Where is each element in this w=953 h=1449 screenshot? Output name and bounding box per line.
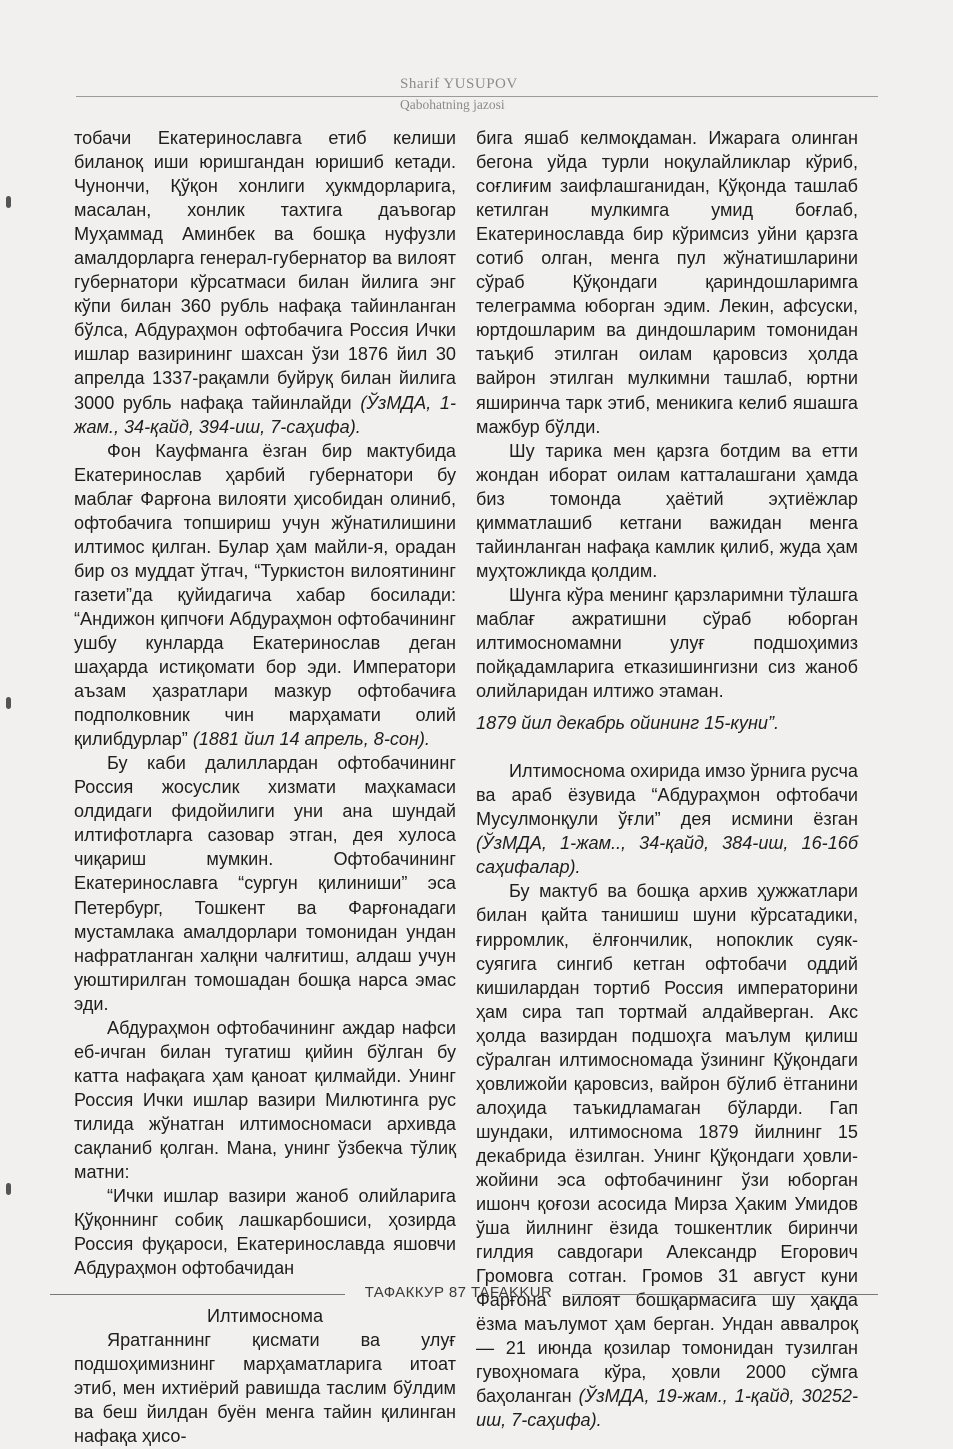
footer-page-label: ТАФАККУР 87 TAFAKKUR — [364, 1284, 553, 1301]
paragraph-spacer — [476, 735, 858, 759]
archive-citation: (ЎзМДА, 1-жам.., 34-қайд, 384-иш, 16-16б саҳифалар). — [476, 833, 858, 878]
body-paragraph — [74, 1184, 456, 1280]
body-paragraph — [74, 439, 456, 752]
body-paragraph — [476, 879, 858, 1432]
section-heading: Илтимоснома — [206, 1306, 324, 1327]
paragraph-text: Шу тарика мен қарзга ботдим ва етти жондан иборат оилам катталашгани ҳамда биз томонда ҳаётий эҳтиёжлар қимматлашиб кетгани важидан менга тайинланган нафақа камлик қилиб, жуда ҳам муҳтожликда қолдим. — [476, 440, 858, 581]
letter-date — [476, 711, 858, 735]
paragraph-text: тобачи Екатеринославга етиб келиши биланоқ иши юришгандан юришиб кетади. Чунончи, Қўқон хонлиги ҳукмдорларига, масалан, хонлик тахтига даъвогар Муҳаммад Аминбек ва бошқа нуфузли амалдорларга генерал-губернатор ва вилоят губернатори кўрсатмаси билан йилига энг кўпи билан 360 рубль нафақа тайинланган бўлса, Абдураҳмон офтобачига Россия Ички ишлар вазирининг шахсан ўзи 1876 йил 30 апрелда 1337-рақамли буйруқ билан йилига 3000 рубль нафақа тайинлайди — [74, 128, 456, 413]
paragraph-text: Фон Кауфманга ёзган бир мактубида Екатеринослав ҳарбий губернатори бу маблағ Фарғона вилояти ҳисобидан олиниб, офтобачига топшириш учун жўнатилишини илтимос қилган. Булар ҳам майли-я, орадан бир оз муддат ўтгач, “Туркистон вилоятининг газети”да қуйидагича хабар босилади: “Андижон қипчоғи Абдураҳмон офтобачининг ушбу кунларда Екатеринослав деган шаҳарда истиқомати бор эди. Императори аъзам ҳазратлари мазкур офтобачиға подполковник чин марҳамати олий қилибдурлар” — [74, 440, 456, 750]
paragraph-text: Абдураҳмон офтобачининг аждар нафси еб-ичган билан тугатиш қийин бўлган бу катта нафақага ҳам қаноат қилмайди. Унинг Россия Ички ишлар вазири Милютинга рус тилида жўнатган илтимосномаси архивда сақланиб қолган. Мана, унинг ўзбекча тўлиқ матни: — [74, 1017, 456, 1183]
author-name: Sharif YUSUPOV — [400, 76, 518, 92]
footer-rule-right — [572, 1294, 878, 1295]
paragraph-spacer — [476, 703, 858, 711]
paragraph-text: Бу каби далиллардан офтобачининг Россия жосуслик хизмати маҳкамаси олдидаги фидойилиги уни ана шундай илтифотларга сазовар этган, дея хулоса чиқариш мумкин. Офтобачининг Екатеринославга “сургун қилиниши” эса Петербург, Тошкент ва Фарғонадаги мустамлака амалдорлари томонидан ундан нафратланган халқни чалғитиш, алдаш учун уюштирилган томошадан бошқа нарса эмас эди. — [74, 753, 456, 1014]
paragraph-text: Шунга кўра менинг қарзларимни тўлашга маблағ ажратишни сўраб юборган илтимосномамни улуғ подшоҳимиз пойқадамларига етказишингизни сиз жаноб олийларидан илтижо этаман. — [476, 584, 858, 702]
body-paragraph — [74, 126, 456, 439]
archive-citation: (ЎзМДА, 19-жам., 1-қайд, 30252-иш, 7-саҳифа). — [476, 1386, 858, 1431]
footer-rule-left — [50, 1294, 345, 1295]
body-paragraph — [476, 583, 858, 703]
body-paragraph — [74, 751, 456, 1016]
letter-date-text: 1879 йил декабрь ойининг 15-куни”. — [476, 713, 780, 734]
body-paragraph — [476, 759, 858, 879]
page-footer — [0, 1284, 953, 1304]
left-column — [74, 126, 456, 1449]
body-paragraph — [74, 1328, 456, 1448]
paragraph-text: бига яшаб келмоқдаман. Ижарага олинган бегона уйда турли ноқулайликлар кўриб, соғлиғим заифлашганидан, Қўқонда ташлаб кетилган мулкимга умид боғлаб, Екатеринославда бир кўримсиз уйни қарзга сотиб олган, менга пул жўнатишларини сўраб Қўқондаги қариндошларимга телеграмма юборган эдим. Лекин, афсуски, юртдошларим ва диндошларим томонидан таъқиб этилган оилам қаровсиз ҳолда вайрон этилган мулкимни ташлаб, юртни яширинча тарк этиб, меникига келиб яшашга мажбур бўлди. — [476, 128, 858, 437]
body-paragraph — [74, 1016, 456, 1184]
paragraph-text: Илтимоснома охирида имзо ўрнига русча ва араб ёзувида “Абдураҳмон офтобачи Мусулмонқули ўғли” дея исмини ёзган — [476, 761, 858, 830]
paragraph-text: Бу мактуб ва бошқа архив ҳужжатлари билан қайта танишиш шуни кўрсатадики, ғирромлик, ёлғончилик, нопоклик суяк-суягига сингиб кетган офтобачи оддий кишилардан тортиб Россия императорини ҳам сира тап тортмай алдайверган. Акс ҳолда вазирдан подшоҳга маълум қилиш сўралган илтимосномада ўзининг Қўқондаги ҳовлижойи қаровсиз, вайрон бўлиб ётганини алоҳида таъкидламаган бўларди. Гап шундаки, илтимоснома 1879 йилнинг 15 декабрида ёзилган. Унинг Қўқондаги ҳовли-жойини эса офтобачининг ўзи юборган ишонч қоғози асосида Мирза Ҳаким Умидов ўша йилнинг ёзида тошкентлик биринчи гилдия савдогари Александр Егорович Громовга сотган. Громов 31 август куни Фарғона вилоят бошқармасига шу ҳақда ёзма маълумот ҳам берган. Ундан аввалроқ — 21 июнда қозилар томонидан тузилган гувоҳномага кўра, ҳовли 2000 сўмга баҳоланган — [476, 881, 858, 1407]
article-title: Qabohatning jazosi — [400, 97, 505, 112]
binding-hole-mark — [6, 1183, 11, 1195]
paragraph-text: Яратганнинг қисмати ва улуғ подшоҳимизнинг марҳаматларига итоат этиб, мен ихтиёрий равишда таслим бўлдим ва беш йилдан буён менга тайин қилинган нафақа ҳисо- — [74, 1330, 456, 1447]
body-paragraph — [476, 126, 858, 439]
binding-hole-mark — [6, 196, 11, 208]
archive-citation: (1881 йил 14 апрель, 8-сон). — [192, 729, 430, 750]
archive-citation: (ЎзМДА, 1-жам., 34-қайд, 394-иш, 7-саҳифа). — [74, 392, 456, 437]
paragraph-text: “Ички ишлар вазири жаноб олийларига Қўқоннинг собиқ лашкарбошиси, ҳозирда Россия фуқароси, Екатеринославда яшовчи Абдураҳмон офтобачидан — [74, 1186, 456, 1279]
body-paragraph — [476, 439, 858, 583]
right-column — [476, 126, 858, 1432]
binding-hole-mark — [6, 697, 11, 709]
